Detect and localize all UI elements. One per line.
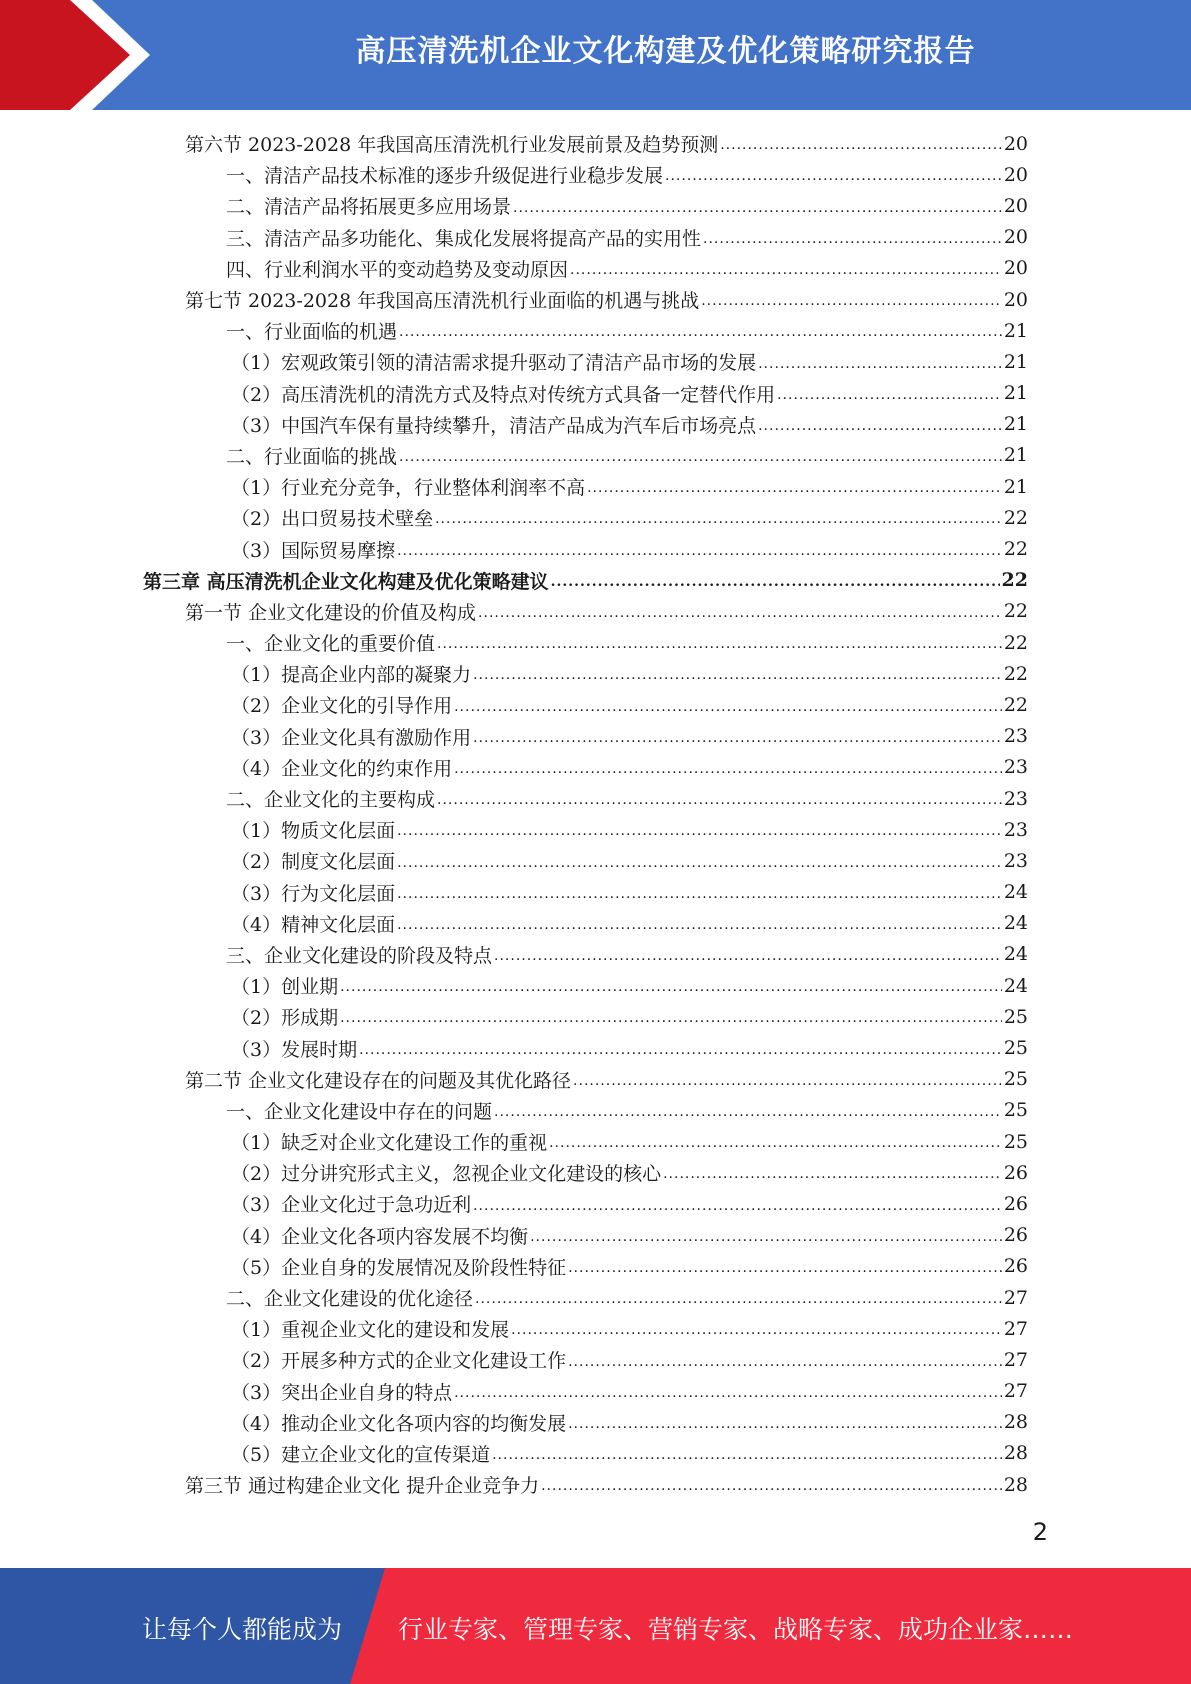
toc-entry[interactable] [143,1157,1028,1188]
toc-dot-leader [454,761,1002,783]
toc-entry-page: 20 [1003,257,1028,280]
toc-entry-title: （3）行为文化层面 [231,882,396,905]
toc-dot-leader [437,636,1002,658]
toc-entry-page: 22 [1003,600,1028,623]
toc-entry-title: （5）建立企业文化的宣传渠道 [231,1443,491,1466]
toc-entry-page: 25 [1003,1005,1028,1028]
report-title: 高压清洗机企业文化构建及优化策略研究报告 [355,34,976,69]
footer-slogan-right: 行业专家、管理专家、营销专家、战略专家、成功企业家…… [398,1615,1074,1644]
toc-entry-page: 22 [1003,538,1028,561]
toc-entry[interactable] [143,409,1028,440]
toc-entry-page: 23 [1003,787,1028,810]
toc-entry[interactable] [143,845,1028,876]
toc-entry-title: （3）发展时期 [231,1038,358,1061]
toc-entry-page: 25 [1003,1037,1028,1060]
toc-entry-title: （2）高压清洗机的清洗方式及特点对传统方式具备一定替代作用 [231,383,776,406]
toc-entry[interactable] [143,565,1028,596]
toc-dot-leader [397,823,1002,845]
toc-entry-title: （2）出口贸易技术壁垒 [231,508,434,531]
toc-entry-title: 二、清洁产品将拓展更多应用场景 [226,196,512,219]
toc-entry-page: 27 [1003,1286,1028,1309]
toc-entry-title: 三、清洁产品多功能化、集成化发展将提高产品的实用性 [226,227,702,250]
toc-entry[interactable] [143,346,1028,377]
toc-dot-leader [437,792,1002,814]
toc-entry-page: 25 [1003,1130,1028,1153]
toc-entry[interactable] [143,1251,1028,1282]
toc-entry-page: 28 [1003,1411,1028,1434]
toc-entry[interactable] [143,627,1028,658]
toc-dot-leader [473,730,1002,752]
toc-entry-page: 21 [1003,475,1028,498]
toc-entry-page: 26 [1003,1255,1028,1278]
toc-entry-page: 21 [1003,350,1028,373]
toc-entry-page: 26 [1003,1192,1028,1215]
toc-entry-page: 20 [1003,163,1028,186]
toc-entry-title: 一、行业面临的机遇 [226,321,398,344]
toc-entry[interactable] [143,190,1028,221]
toc-dot-leader [397,543,1002,565]
toc-entry-page: 22 [1003,693,1028,716]
toc-entry[interactable] [143,970,1028,1001]
toc-entry-title: 第三章 高压清洗机企业文化构建及优化策略建议 [143,570,549,593]
toc-entry[interactable] [143,1376,1028,1407]
toc-dot-leader [475,1291,1002,1313]
toc-entry[interactable] [143,440,1028,471]
toc-entry-page: 27 [1003,1348,1028,1371]
toc-entry[interactable] [143,908,1028,939]
toc-entry[interactable] [143,1438,1028,1469]
toc-entry-title: （1）提高企业内部的凝聚力 [231,664,472,687]
toc-entry-title: （1）重视企业文化的建设和发展 [231,1319,510,1342]
toc-entry[interactable] [143,378,1028,409]
report-header [0,0,1191,110]
toc-entry-page: 20 [1003,288,1028,311]
toc-entry-page: 20 [1003,226,1028,249]
toc-entry-title: （3）突出企业自身的特点 [231,1381,453,1404]
toc-dot-leader [568,1260,1002,1282]
toc-dot-leader [568,1354,1002,1376]
toc-entry[interactable] [143,159,1028,190]
toc-entry-page: 23 [1003,849,1028,872]
toc-entry-title: 第六节 2023-2028 年我国高压清洗机行业发展前景及趋势预测 [185,134,719,157]
page-number: 2 [1032,1518,1048,1546]
toc-entry-page: 22 [1003,631,1028,654]
toc-entry[interactable] [143,689,1028,720]
toc-entry-page: 27 [1003,1380,1028,1403]
toc-entry[interactable] [143,253,1028,284]
toc-entry-title: （4）企业文化的约束作用 [231,757,453,780]
toc-dot-leader [473,667,1002,689]
toc-dot-leader [573,1073,1002,1095]
toc-entry-page: 24 [1003,912,1028,935]
toc-entry-title: （2）形成期 [231,1007,339,1030]
toc-dot-leader [454,699,1002,721]
toc-entry-title: （1）物质文化层面 [231,820,396,843]
toc-entry-title: 三、企业文化建设的阶段及特点 [226,944,493,967]
toc-dot-leader [478,605,1002,627]
toc-entry-page: 21 [1003,319,1028,342]
toc-dot-leader [758,356,1002,378]
toc-entry-title: （4）推动企业文化各项内容的均衡发展 [231,1412,567,1435]
toc-entry[interactable] [143,877,1028,908]
toc-dot-leader [435,511,1002,533]
toc-entry[interactable] [143,658,1028,689]
toc-dot-leader [549,1135,1002,1157]
toc-dot-leader [758,418,1002,440]
toc-entry[interactable] [143,596,1028,627]
toc-entry[interactable] [143,1001,1028,1032]
toc-entry-title: （3）企业文化具有激励作用 [231,726,472,749]
toc-dot-leader [340,1010,1002,1032]
toc-entry[interactable] [143,128,1028,159]
toc-dot-leader [530,1229,1002,1251]
toc-entry-page: 23 [1003,725,1028,748]
toc-entry-page: 23 [1003,756,1028,779]
toc-dot-leader [397,886,1002,908]
toc-entry[interactable] [143,721,1028,752]
toc-entry-title: （1）宏观政策引领的清洁需求提升驱动了清洁产品市场的发展 [231,352,757,375]
toc-entry-page: 23 [1003,818,1028,841]
toc-entry-title: 第一节 企业文化建设的价值及构成 [185,601,477,624]
toc-entry[interactable] [143,1126,1028,1157]
toc-entry-title: 一、企业文化的重要价值 [226,633,436,656]
toc-dot-leader [570,262,1002,284]
toc-entry[interactable] [143,1032,1028,1063]
toc-entry-title: 一、清洁产品技术标准的逐步升级促进行业稳步发展 [226,165,664,188]
toc-dot-leader [703,231,1002,253]
toc-dot-leader [397,855,1002,877]
toc-entry-title: 二、行业面临的挑战 [226,445,398,468]
toc-entry-page: 20 [1003,132,1028,155]
toc-entry[interactable] [143,939,1028,970]
toc-entry[interactable] [143,315,1028,346]
toc-entry-title: （1）缺乏对企业文化建设工作的重视 [231,1132,548,1155]
toc-entry-title: （2）制度文化层面 [231,851,396,874]
toc-dot-leader [494,948,1002,970]
toc-entry-page: 21 [1003,382,1028,405]
toc-entry-title: （2）企业文化的引导作用 [231,695,453,718]
toc-entry-title: （1）创业期 [231,976,339,999]
toc-entry[interactable] [143,1188,1028,1219]
toc-entry-page: 26 [1003,1224,1028,1247]
toc-entry-title: （3）国际贸易摩擦 [231,539,396,562]
toc-entry-page: 24 [1003,974,1028,997]
toc-entry[interactable] [143,502,1028,533]
toc-entry[interactable] [143,1313,1028,1344]
toc-entry-title: （5）企业自身的发展情况及阶段性特征 [231,1256,567,1279]
toc-entry-title: （3）中国汽车保有量持续攀升，清洁产品成为汽车后市场亮点 [231,414,757,437]
toc-entry[interactable] [143,814,1028,845]
toc-entry[interactable] [143,1282,1028,1313]
toc-entry[interactable] [143,752,1028,783]
toc-dot-leader [492,1447,1002,1469]
toc-dot-leader [701,293,1002,315]
toc-entry-title: （3）企业文化过于急功近利 [231,1194,472,1217]
toc-entry[interactable] [143,1407,1028,1438]
toc-dot-leader [399,449,1002,471]
toc-entry[interactable] [143,222,1028,253]
table-of-contents [143,128,1028,1500]
toc-dot-leader [454,1385,1002,1407]
toc-dot-leader [663,1166,1002,1188]
toc-entry[interactable] [143,1344,1028,1375]
toc-dot-leader [473,1198,1002,1220]
toc-entry-title: （4）企业文化各项内容发展不均衡 [231,1225,529,1248]
toc-entry-page: 24 [1003,943,1028,966]
toc-dot-leader [511,1322,1002,1344]
toc-entry-title: 第三节 通过构建企业文化 提升企业竞争力 [185,1475,540,1498]
toc-dot-leader [397,917,1002,939]
toc-entry-page: 21 [1003,444,1028,467]
toc-entry-title: 二、企业文化的主要构成 [226,789,436,812]
toc-entry[interactable] [143,1220,1028,1251]
toc-entry-page: 28 [1003,1473,1028,1496]
report-footer [0,1568,1191,1684]
toc-entry-title: （2）开展多种方式的企业文化建设工作 [231,1350,567,1373]
toc-entry[interactable] [143,783,1028,814]
toc-entry-page: 22 [1001,569,1028,592]
toc-entry-page: 24 [1003,881,1028,904]
toc-dot-leader [494,1104,1002,1126]
toc-dot-leader [513,200,1002,222]
toc-dot-leader [568,1416,1002,1438]
toc-dot-leader [665,168,1002,190]
toc-entry[interactable] [143,1064,1028,1095]
toc-entry[interactable] [143,1469,1028,1500]
toc-entry-title: 一、企业文化建设中存在的问题 [226,1100,493,1123]
toc-entry-title: （4）精神文化层面 [231,913,396,936]
toc-dot-leader [551,574,1000,596]
toc-entry-page: 28 [1003,1442,1028,1465]
toc-dot-leader [399,324,1002,346]
toc-entry-title: 第二节 企业文化建设存在的问题及其优化路径 [185,1069,572,1092]
toc-entry-title: （1）行业充分竞争，行业整体利润率不高 [231,477,586,500]
toc-entry-page: 25 [1003,1099,1028,1122]
toc-entry-page: 22 [1003,506,1028,529]
toc-entry-page: 25 [1003,1068,1028,1091]
toc-entry[interactable] [143,1095,1028,1126]
toc-entry-title: （2）过分讲究形式主义，忽视企业文化建设的核心 [231,1163,662,1186]
footer-slogan-left: 让每个人都能成为 [142,1615,343,1644]
toc-dot-leader [541,1478,1002,1500]
toc-entry[interactable] [143,471,1028,502]
toc-entry-title: 第七节 2023-2028 年我国高压清洗机行业面临的机遇与挑战 [185,290,700,313]
toc-entry-page: 27 [1003,1317,1028,1340]
toc-entry-title: 四、行业利润水平的变动趋势及变动原因 [226,258,569,281]
toc-dot-leader [340,979,1002,1001]
toc-entry[interactable] [143,284,1028,315]
toc-entry-title: 二、企业文化建设的优化途径 [226,1288,474,1311]
toc-entry-page: 26 [1003,1161,1028,1184]
toc-entry-page: 20 [1003,194,1028,217]
toc-dot-leader [720,137,1002,159]
toc-entry-page: 21 [1003,413,1028,436]
toc-dot-leader [587,480,1002,502]
toc-dot-leader [359,1042,1002,1064]
toc-entry-page: 22 [1003,662,1028,685]
toc-entry[interactable] [143,533,1028,564]
toc-dot-leader [777,387,1002,409]
